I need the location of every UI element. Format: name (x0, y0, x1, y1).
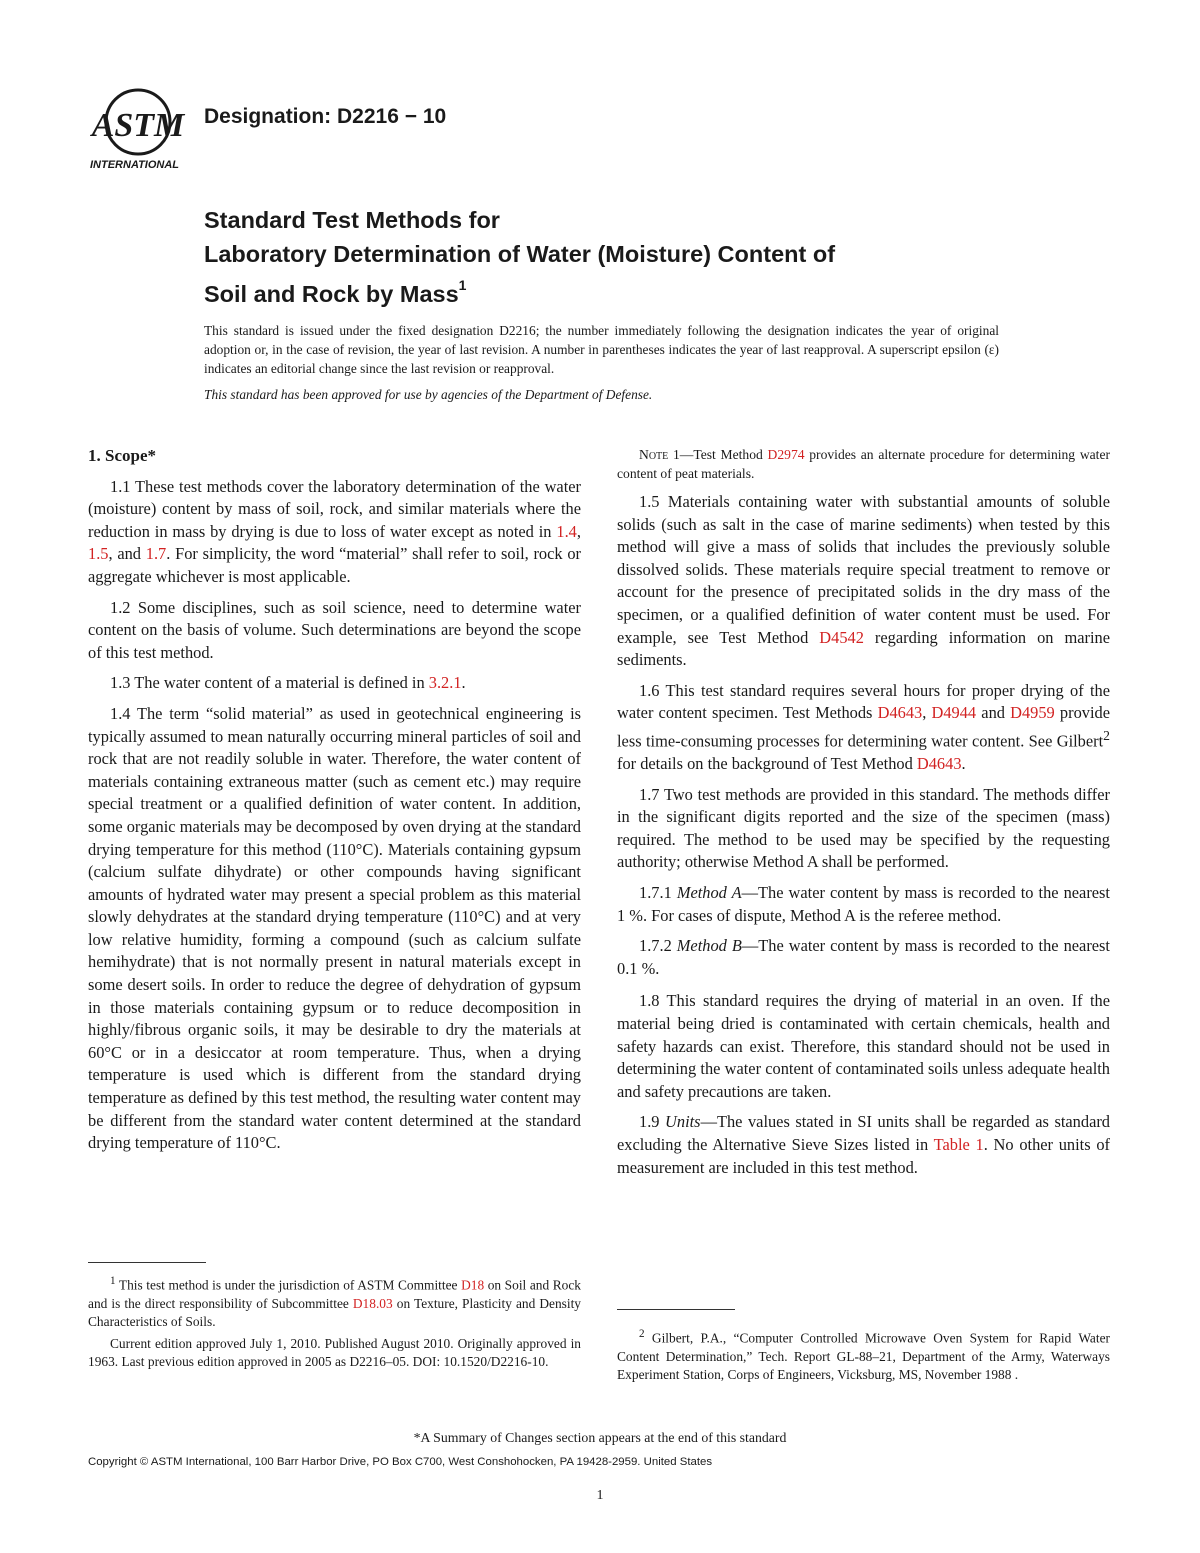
ref-link-1-4[interactable]: 1.4 (556, 521, 577, 541)
footnote-text: This test method is under the jurisdiction of ASTM Committee (115, 1277, 462, 1293)
ref-link-d18[interactable]: D18 (461, 1277, 485, 1293)
note-text: —Test Method (679, 447, 768, 462)
para-1-3 (88, 672, 581, 695)
para-text: , and (108, 544, 146, 564)
title-line-3-text: Soil and Rock by Mass (204, 280, 459, 307)
dod-approval-note: This standard has been approved for use by agencies of the Department of Defense. (204, 387, 653, 402)
footnote-2-mark: 2 (639, 1328, 645, 1340)
para-text: —The water content by mass is recorded to the nearest 1 %. For cases of dispute, Method A is the referee method. (617, 882, 1110, 925)
right-column (617, 446, 1110, 1187)
title-line-3 (204, 271, 1104, 311)
footnote-text: on Soil and Rock and is the direct responsibility of Subcommittee (88, 1277, 581, 1311)
para-text: , (576, 521, 581, 541)
method-a-label: Method A (676, 882, 742, 902)
astm-logo (86, 84, 190, 176)
para-1-7: 1.7 Two test methods are provided in this standard. The methods differ in the significant digits reported and the size of the specimen (mass) required. The method to be used may be specified by the requesting authority; otherwise Method A shall be performed. (617, 784, 1110, 872)
para-1-2: 1.2 Some disciplines, such as soil science, need to determine water content on the basis of volume. Such determinations are beyond the scope of this test method. (88, 597, 581, 662)
para-1-4: 1.4 The term “solid material” as used in geotechnical engineering is typically assumed to mean naturally occurring mineral particles of soil and rock that are not readily soluble in water. Therefore, the water content of materials containing extraneous matter (such as cement etc.) may require special treatment or a qualified definition of water content. In addition, some organic materials may be decomposed by oven drying at the standard drying temperature for this method (110°C). Materials containing gypsum (calcium sulfate dihydrate) or other compounds having significant amounts of hydrated water may present a special problem as this material slowly dehydrates at the standard drying temperature (110°C) and at very low relative humidity, forming a compound (such as calcium sulfate hemihydrate) that is not normally present in natural materials except in some desert soils. In order to reduce the degree of dehydration of gypsum in those materials containing gypsum or to reduce decomposition in highly/fibrous organic soils, it may be desirable to dry the materials at 60°C or in a desiccator at room temperature. Thus, when a drying temperature is used which is different from the standard drying temperature as defined by this test method, the resulting water content may be different from the standard water content determined at the standard drying temperature of 110°C. (88, 703, 581, 1153)
para-1-6 (617, 680, 1110, 776)
para-text: 1.6 This test standard requires several hours for proper drying of the water content specimen. Test Methods (617, 680, 1110, 723)
para-text: —The values stated in SI units shall be regarded as standard excluding the Alternative Sieve Sizes listed in (617, 1112, 1110, 1154)
para-text: provide less time-consuming processes for determining water content. See Gilbert (617, 703, 1110, 751)
title-line-2: Laboratory Determination of Water (Moisture) Content of (204, 241, 836, 267)
ref-link-d4959[interactable]: D4959 (1010, 703, 1055, 723)
para-text: 1.5 Materials containing water with substantial amounts of soluble solids (such as salt in the case of marine sediments) when tested by this method will give a mass of solids that includes the previously soluble dissolved solids. These materials require special treatment to remove or account for the presence of precipitated solids in the dry mass of the specimen, or a qualified definition of water content must be used. For example, see Test Method (617, 492, 1110, 647)
para-1-7-1 (617, 882, 1110, 927)
footnote-1 (88, 1272, 581, 1375)
ref-link-d4542[interactable]: D4542 (819, 627, 864, 647)
method-b-label: Method B (676, 936, 742, 956)
page-number: 1 (596, 1488, 604, 1503)
para-text: 1.3 The water content of a material is defined in (110, 673, 429, 693)
note-label: Note 1 (639, 447, 680, 462)
para-text: —The water content by mass is recorded to the nearest 0.1 %. (617, 936, 1110, 978)
ref-link-d18-03[interactable]: D18.03 (352, 1295, 393, 1311)
ref-link-d4643[interactable]: D4643 (877, 703, 923, 723)
para-text: for details on the background of Test Method (617, 754, 917, 773)
copyright-line: Copyright © ASTM International, 100 Barr Harbor Drive, PO Box C700, West Conshohocken, PA 19428-2959. United States (88, 1456, 713, 1468)
para-text: and (976, 703, 1011, 723)
ref-link-3-2-1[interactable]: 3.2.1 (428, 673, 462, 693)
para-1-7-2 (617, 935, 1110, 980)
para-1-9 (617, 1111, 1110, 1179)
designation: Designation: D2216 − 10 (204, 105, 447, 128)
ref-link-d2974[interactable]: D2974 (767, 447, 805, 462)
para-number: 1.9 (639, 1112, 666, 1132)
footnote-1-para-1 (88, 1272, 581, 1332)
footnote-divider-right (617, 1309, 735, 1310)
footnote-text: on Texture, Plasticity and Density Characteristics of Soils. (88, 1295, 581, 1330)
units-label: Units (665, 1112, 701, 1132)
footnote-1-para-2: Current edition approved July 1, 2010. Published August 2010. Originally approved in 1963. Last previous edition approved in 2005 as D2216–05. DOI: 10.1520/D2216-10. (88, 1335, 581, 1370)
para-number: 1.7.1 (639, 882, 677, 902)
para-text: . (961, 754, 966, 773)
summary-of-changes-note: *A Summary of Changes section appears at the end of this standard (413, 1430, 787, 1445)
footnote-ref-2[interactable]: 2 (1103, 727, 1110, 743)
ref-link-d4944[interactable]: D4944 (931, 703, 977, 723)
section-heading-scope: 1. Scope* (88, 446, 156, 465)
note-1 (617, 446, 1110, 483)
para-number: 1.7.2 (639, 936, 677, 956)
title-line-1: Standard Test Methods for (204, 207, 500, 233)
footnote-2-para (617, 1325, 1110, 1385)
para-text: . (461, 673, 466, 693)
logo-org-text: INTERNATIONAL (90, 159, 180, 171)
document-title (204, 203, 1104, 311)
footnote-1-mark: 1 (110, 1275, 116, 1287)
ref-link-d4643[interactable]: D4643 (916, 754, 962, 773)
note-text: provides an alternate procedure for determining water content of peat materials. (617, 447, 1111, 481)
para-1-1 (88, 476, 581, 589)
para-text: 1.1 These test methods cover the laboratory determination of the water (moisture) content by mass of soil, rock, and similar materials where the reduction in mass by drying is due to loss of water except as noted in (88, 476, 581, 541)
ref-link-table-1[interactable]: Table 1 (933, 1134, 984, 1154)
footnote-divider-left (88, 1262, 206, 1263)
para-text: . No other units of measurement are included in this test method. (617, 1134, 1110, 1177)
left-column (88, 445, 581, 1163)
para-1-8: 1.8 This standard requires the drying of material in an oven. If the material being dried is contaminated with certain chemicals, health and safety hazards can exist. Therefore, this standard should not be used in determining the water content of contaminated soils unless adequate health and safety precautions are taken. (617, 991, 1110, 1101)
ref-link-1-5[interactable]: 1.5 (88, 544, 109, 564)
para-text: regarding information on marine sediments. (617, 627, 1110, 670)
para-1-5 (617, 491, 1110, 672)
para-text: . For simplicity, the word “material” shall refer to soil, rock or aggregate whichever is most applicable. (88, 544, 581, 586)
footnote-text: Gilbert, P.A., “Computer Controlled Microwave Oven System for Rapid Water Content Determination,” Tech. Report GL-88–21, Department of the Army, Waterways Experiment Station, Corps of Engineers, Vicksburg, MS, November 1988 . (617, 1330, 1110, 1383)
para-text: , (922, 703, 932, 723)
footnote-2 (617, 1325, 1110, 1388)
logo-monogram: ASTM (91, 107, 185, 144)
preamble: This standard is issued under the fixed designation D2216; the number immediately following the designation indicates the year of original adoption or, in the case of revision, the year of last revision. A number in parentheses indicates the year of last reapproval. A superscript epsilon (ε) indicates an editorial change since the last revision or reapproval. (204, 323, 999, 376)
ref-link-1-7[interactable]: 1.7 (145, 544, 167, 564)
title-footnote-mark: 1 (458, 277, 467, 293)
